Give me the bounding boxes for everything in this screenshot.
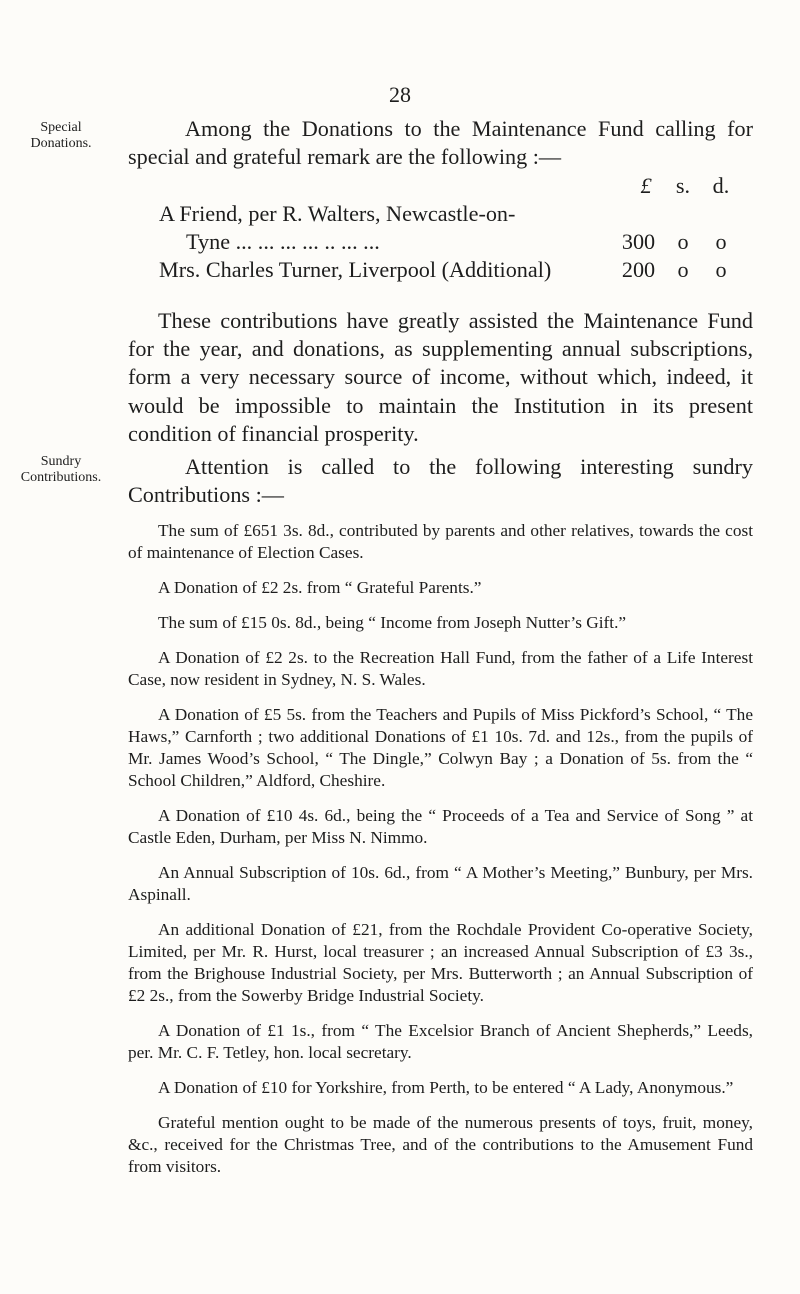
shillings-value: o	[677, 257, 689, 282]
pence-value: o	[715, 257, 727, 282]
donation-row	[128, 228, 753, 256]
margin-note-line: Sundry	[40, 454, 82, 469]
donor-name-continued: Tyne ... ... ... ... .. ... ...	[186, 229, 380, 254]
margin-note-line: Special	[40, 120, 82, 135]
donation-row	[128, 256, 753, 284]
shillings-value: o	[677, 229, 689, 254]
sundry-item: The sum of £15 0s. 8d., being “ Income from Joseph Nutter’s Gift.”	[158, 613, 627, 632]
donation-header-row	[128, 172, 753, 200]
contributions-paragraph: These contributions have greatly assisted the Maintenance Fund for the year, and donations, as supplementing annual subscriptions, form a very necessary source of income, without which, indeed, it would be impossible to maintain the Institution in its present condition of financial prosperity.	[128, 308, 753, 446]
sundry-item: A Donation of £1 1s., from “ The Excelsior Branch of Ancient Shepherds,” Leeds, per. Mr. C. F. Tetley, hon. local secretary.	[128, 1021, 753, 1062]
margin-note-special-donations	[6, 120, 116, 152]
donation-row	[128, 200, 753, 228]
margin-note-line: Contributions.	[20, 470, 102, 485]
pence-header: d.	[712, 173, 730, 198]
sundry-item: A Donation of £10 4s. 6d., being the “ Proceeds of a Tea and Service of Song ” at Castle Eden, Durham, per Miss N. Nimmo.	[128, 806, 753, 847]
sundry-item: A Donation of £2 2s. from “ Grateful Parents.”	[158, 578, 482, 597]
page-number: 28	[389, 82, 411, 107]
shillings-header: s.	[675, 173, 691, 198]
attention-paragraph: Attention is called to the following interesting sundry Contributions :—	[128, 454, 753, 508]
sundry-item: An Annual Subscription of 10s. 6d., from “ A Mother’s Meeting,” Bunbury, per Mrs. Aspinall.	[128, 863, 753, 904]
pence-value: o	[715, 229, 727, 254]
donor-name: A Friend, per R. Walters, Newcastle-on-	[159, 201, 516, 226]
margin-note-sundry-contributions	[6, 454, 116, 486]
donor-name: Mrs. Charles Turner, Liverpool (Additional)	[159, 257, 552, 282]
sundry-item: A Donation of £5 5s. from the Teachers and Pupils of Miss Pickford’s School, “ The Haws,” Carnforth ; two additional Donations of £1 10s. 7d. and 12s., from the pupils of Mr. James Wood’s School, “ The Dingle,” Colwyn Bay ; a Donation of 5s. from the “ School Children,” Aldford, Cheshire.	[128, 705, 753, 790]
sundry-item: A Donation of £2 2s. to the Recreation Hall Fund, from the father of a Life Interest Case, now resident in Sydney, N. S. Wales.	[128, 648, 753, 689]
margin-note-line: Donations.	[30, 136, 92, 151]
sundry-item: The sum of £651 3s. 8d., contributed by parents and other relatives, towards the cost of maintenance of Election Cases.	[128, 521, 753, 562]
sundry-item: Grateful mention ought to be made of the numerous presents of toys, fruit, money, &c., received for the Christmas Tree, and of the contributions to the Amusement Fund from visitors.	[128, 1113, 753, 1176]
pounds-value: 300	[621, 229, 656, 254]
pounds-header: £	[640, 173, 652, 198]
donation-table	[128, 172, 753, 284]
sundry-item: An additional Donation of £21, from the Rochdale Provident Co-operative Society, Limited, per Mr. R. Hurst, local treasurer ; an increased Annual Subscription of £3 3s., from the Brighouse Industrial Society, per Mrs. Butterworth ; an Annual Subscription of £2 2s., from the Sowerby Bridge Industrial Society.	[128, 920, 753, 1005]
sundry-contributions-list	[128, 520, 753, 1178]
pounds-value: 200	[621, 257, 656, 282]
sundry-item: A Donation of £10 for Yorkshire, from Perth, to be entered “ A Lady, Anonymous.”	[158, 1078, 734, 1097]
intro-paragraph: Among the Donations to the Maintenance Fund calling for special and grateful remark are the following :—	[128, 116, 753, 170]
